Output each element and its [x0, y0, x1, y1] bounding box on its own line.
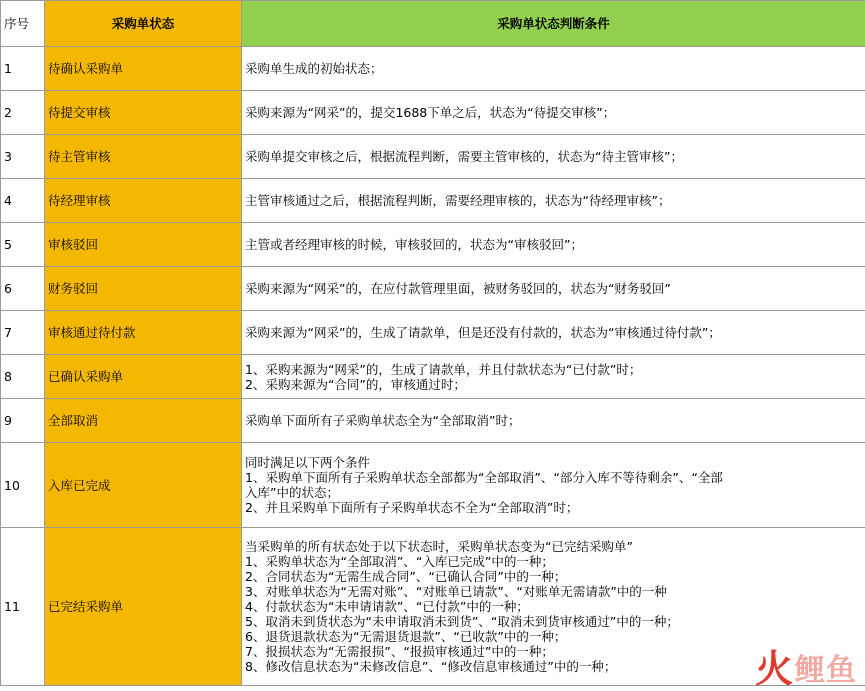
row-index: 7 — [1, 311, 45, 355]
row-status: 已确认采购单 — [45, 355, 242, 399]
condition-line: 4、付款状态为“未申请请款”、“已付款”中的一种； — [245, 599, 529, 614]
condition-line: 1、采购来源为“网采”的，生成了请款单，并且付款状态为“已付款”时； — [245, 361, 642, 377]
condition-line: 主管或者经理审核的时候，审核驳回的，状态为“审核驳回”； — [245, 237, 583, 252]
condition-line: 1、采购单状态为“全部取消”、“入库已完成”中的一种； — [245, 554, 554, 569]
row-condition — [242, 91, 865, 135]
table-row — [1, 399, 865, 443]
condition-line: 采购单下面所有子采购单状态全为“全部取消”时； — [245, 413, 521, 428]
table-row — [1, 528, 865, 686]
table-row — [1, 443, 865, 528]
condition-line: 采购单生成的初始状态； — [245, 61, 383, 76]
table-row — [1, 47, 865, 91]
row-condition — [242, 443, 865, 528]
condition-line: 采购来源为“网采”的，在应付款管理里面，被财务驳回的，状态为“财务驳回” — [245, 281, 671, 296]
row-index: 1 — [1, 47, 45, 91]
row-condition — [242, 135, 865, 179]
condition-line: 采购来源为“网采”的，生成了请款单，但是还没有付款的，状态为“审核通过待付款”； — [245, 325, 721, 340]
condition-line: 3、对账单状态为“无需对账”、“对账单已请款”、“对账单无需请款”中的一种 — [245, 584, 667, 599]
table-row — [1, 311, 865, 355]
condition-line: 2、并且采购单下面所有子采购单状态不全为“全部取消”时； — [245, 500, 579, 515]
condition-line: 7、报损状态为“无需报损”、“报损审核通过”中的一种； — [245, 644, 554, 659]
row-status: 待确认采购单 — [45, 47, 242, 91]
row-index: 4 — [1, 179, 45, 223]
header-condition: 采购单状态判断条件 — [242, 1, 865, 47]
header-status: 采购单状态 — [45, 1, 242, 47]
row-index: 9 — [1, 399, 45, 443]
header-row — [1, 1, 865, 47]
row-status: 待提交审核 — [45, 91, 242, 135]
condition-line: 当采购单的所有状态处于以下状态时，采购单状态变为“已完结采购单” — [245, 539, 633, 554]
row-index: 10 — [1, 443, 45, 528]
row-index: 5 — [1, 223, 45, 267]
table-row — [1, 135, 865, 179]
condition-line: 6、退货退款状态为“无需退货退款”、“已收款”中的一种； — [245, 629, 567, 644]
row-index: 8 — [1, 355, 45, 399]
row-condition — [242, 179, 865, 223]
row-status: 待经理审核 — [45, 179, 242, 223]
row-index: 6 — [1, 267, 45, 311]
row-status: 审核通过待付款 — [45, 311, 242, 355]
condition-line: 8、修改信息状态为“未修改信息”、“修改信息审核通过”中的一种； — [245, 659, 617, 674]
condition-line: 采购单提交审核之后，根据流程判断，需要主管审核的，状态为“待主管审核”； — [245, 149, 683, 164]
row-status: 全部取消 — [45, 399, 242, 443]
condition-line: 2、采购来源为“合同”的，审核通过时； — [245, 376, 466, 392]
table-row — [1, 355, 865, 399]
fire-logo-icon: 火 — [754, 647, 793, 691]
header-index: 序号 — [1, 1, 45, 47]
row-condition — [242, 47, 865, 91]
watermark-text: 鲤鱼 — [795, 653, 857, 688]
row-index: 2 — [1, 91, 45, 135]
row-index: 11 — [1, 528, 45, 686]
condition-line: 2、合同状态为“无需生成合同”、“已确认合同”中的一种； — [245, 569, 567, 584]
table-row — [1, 223, 865, 267]
condition-line: 入库”中的状态； — [245, 485, 339, 500]
row-status: 入库已完成 — [45, 443, 242, 528]
row-condition — [242, 311, 865, 355]
condition-line: 5、取消未到货状态为“未申请取消未到货”、“取消未到货审核通过”中的一种； — [245, 614, 679, 629]
row-status: 财务驳回 — [45, 267, 242, 311]
condition-line: 采购来源为“网采”的，提交1688下单之后，状态为“待提交审核”； — [245, 105, 616, 120]
row-status: 已完结采购单 — [45, 528, 242, 686]
watermark-logo — [755, 649, 857, 689]
table-row — [1, 91, 865, 135]
row-condition — [242, 223, 865, 267]
row-condition — [242, 399, 865, 443]
table-row — [1, 179, 865, 223]
condition-line: 1、采购单下面所有子采购单状态全部都为“全部取消”、“部分入库不等待剩余”、“全部 — [245, 470, 723, 485]
condition-line: 主管审核通过之后，根据流程判断，需要经理审核的，状态为“待经理审核”； — [245, 193, 671, 208]
row-index: 3 — [1, 135, 45, 179]
row-status: 审核驳回 — [45, 223, 242, 267]
row-condition — [242, 355, 865, 399]
row-status: 待主管审核 — [45, 135, 242, 179]
table-row — [1, 267, 865, 311]
row-condition — [242, 267, 865, 311]
condition-line: 同时满足以下两个条件 — [245, 455, 371, 470]
